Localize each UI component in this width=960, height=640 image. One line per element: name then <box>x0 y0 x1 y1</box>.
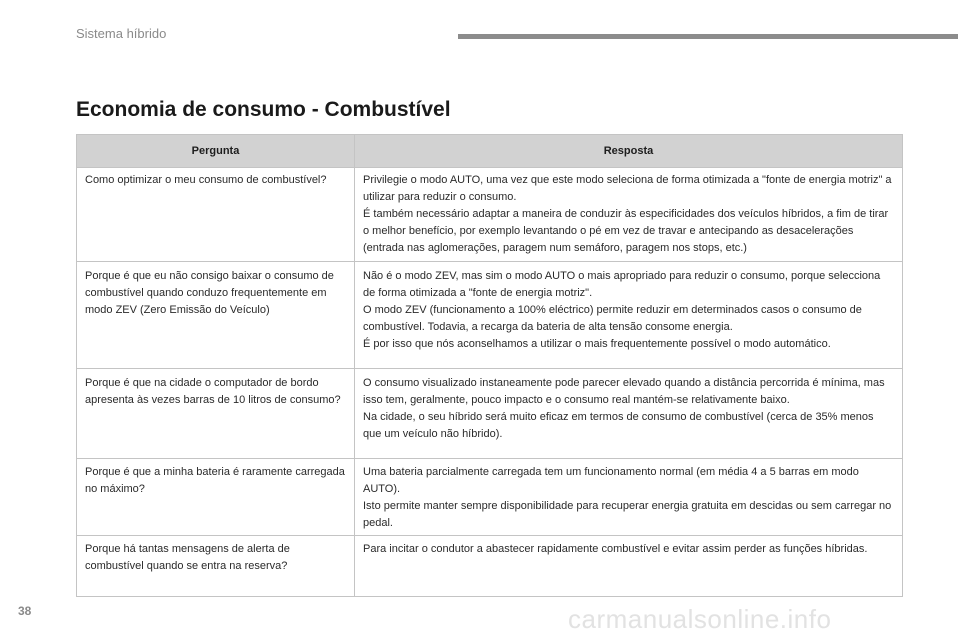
table-row <box>77 369 903 459</box>
answer-cell <box>355 536 903 597</box>
faq-table <box>76 134 903 597</box>
answer-cell <box>355 168 903 262</box>
answer-paragraph: Não é o modo ZEV, mas sim o modo AUTO o mais apropriado para reduzir o consumo, porque selecciona de forma otimizada a "fonte de energia motriz". <box>363 270 881 299</box>
question-cell: Porque é que eu não consigo baixar o consumo de combustível quando conduzo frequentemente em modo ZEV (Zero Emissão do Veículo) <box>77 262 355 369</box>
question-cell: Porque é que na cidade o computador de bordo apresenta às vezes barras de 10 litros de consumo? <box>77 369 355 459</box>
column-header-answer: Resposta <box>355 135 903 168</box>
answer-paragraph: É por isso que nós aconselhamos a utilizar o mais frequentemente possível o modo automático. <box>363 338 831 350</box>
answer-paragraph: O consumo visualizado instaneamente pode parecer elevado quando a distância percorrida é mínima, mas isso tem, geralmente, pouco impacto e o consumo real mantém-se relativamente baixo. <box>363 377 885 406</box>
table-row <box>77 536 903 597</box>
table-row <box>77 168 903 262</box>
answer-paragraph: Uma bateria parcialmente carregada tem um funcionamento normal (em média 4 a 5 barras em modo AUTO). <box>363 466 859 495</box>
answer-paragraph: É também necessário adaptar a maneira de conduzir às especificidades dos veículos híbridos, a fim de tirar o melhor benefício, por exemplo levantando o pé em vez de travar e antecipando as desacelerações (entrada nas aglomerações, paragem num semáforo, paragem nos stops, etc.) <box>363 208 889 254</box>
answer-paragraph: Privilegie o modo AUTO, uma vez que este modo seleciona de forma otimizada a "fonte de energia motriz" a utilizar para reduzir o consumo. <box>363 174 892 203</box>
answer-paragraph: O modo ZEV (funcionamento a 100% eléctrico) permite reduzir em determinados casos o consumo de combustível. Todavia, a recarga da bateria de alta tensão consome energia. <box>363 304 862 333</box>
section-label: Sistema híbrido <box>76 26 167 41</box>
question-cell: Porque é que a minha bateria é raramente carregada no máximo? <box>77 459 355 536</box>
answer-paragraph: Isto permite manter sempre disponibilidade para recuperar energia gratuita em descidas ou sem carregar no pedal. <box>363 500 892 529</box>
table-row <box>77 459 903 536</box>
header-divider-bar <box>458 34 958 39</box>
column-header-question: Pergunta <box>77 135 355 168</box>
watermark-text: carmanualsonline.info <box>568 604 832 634</box>
answer-cell <box>355 459 903 536</box>
answer-paragraph: Na cidade, o seu híbrido será muito eficaz em termos de consumo de combustível (cerca de 35% menos que um veículo não híbrido). <box>363 411 874 440</box>
table-header-row <box>77 135 903 168</box>
page-number: 38 <box>18 604 32 618</box>
answer-cell <box>355 369 903 459</box>
table-row <box>77 262 903 369</box>
answer-cell <box>355 262 903 369</box>
question-cell: Porque há tantas mensagens de alerta de combustível quando se entra na reserva? <box>77 536 355 597</box>
answer-paragraph: Para incitar o condutor a abastecer rapidamente combustível e evitar assim perder as funções híbridas. <box>363 543 868 555</box>
page-title: Economia de consumo - Combustível <box>76 98 451 121</box>
question-cell: Como optimizar o meu consumo de combustível? <box>77 168 355 262</box>
